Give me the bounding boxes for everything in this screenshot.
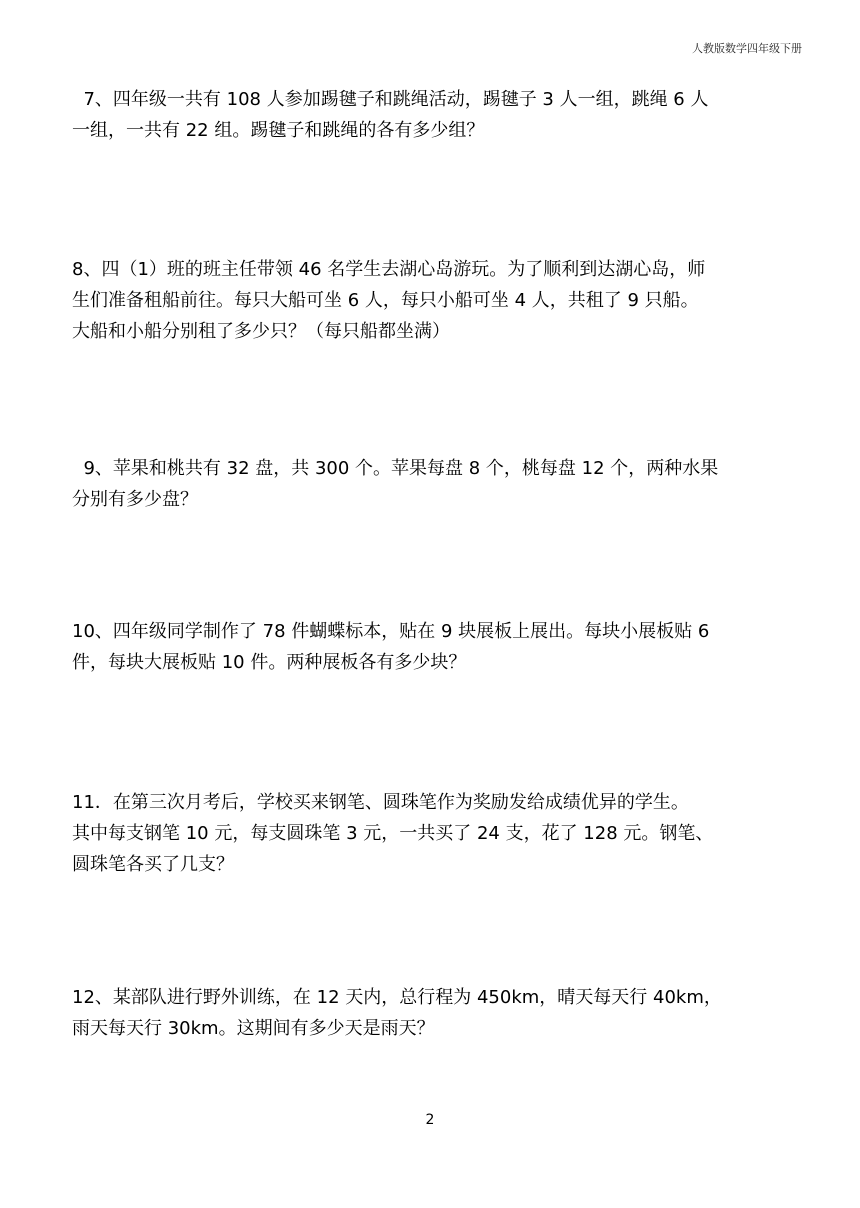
problem-line: 大船和小船分别租了多少只？（每只船都坐满）	[72, 321, 450, 342]
problem-line: 10、四年级同学制作了 78 件蝴蝶标本，贴在 9 块展板上展出。每块小展板贴 6	[72, 621, 710, 642]
problem-10	[72, 616, 788, 678]
problem-line: 12、某部队进行野外训练，在 12 天内，总行程为 450km，晴天每天行 40km，	[72, 987, 722, 1008]
problem-line: 分别有多少盘？	[72, 489, 198, 510]
problem-11	[72, 787, 788, 880]
problem-line: 其中每支钢笔 10 元，每支圆珠笔 3 元，一共买了 24 支，花了 128 元。钢笔、	[72, 823, 714, 844]
problem-line: 圆珠笔各买了几支？	[72, 854, 234, 875]
problem-line: 8、四（1）班的班主任带领 46 名学生去湖心岛游玩。为了顺利到达湖心岛，师	[72, 259, 706, 280]
problem-7	[72, 84, 788, 146]
problem-8	[72, 254, 788, 347]
problem-line: 件，每块大展板贴 10 件。两种展板各有多少块？	[72, 652, 467, 673]
problem-line: 7、四年级一共有 108 人参加踢毽子和跳绳活动，踢毽子 3 人一组，跳绳 6 人	[72, 89, 709, 110]
problem-9	[72, 453, 788, 515]
problem-line: 11．在第三次月考后，学校买来钢笔、圆珠笔作为奖励发给成绩优异的学生。	[72, 792, 689, 813]
page-header: 人教版数学四年级下册	[692, 42, 802, 55]
problem-line: 9、苹果和桃共有 32 盘，共 300 个。苹果每盘 8 个，桃每盘 12 个，两种水果	[72, 458, 719, 479]
problem-line: 一组，一共有 22 组。踢毽子和跳绳的各有多少组？	[72, 120, 485, 141]
problem-line: 雨天每天行 30km。这期间有多少天是雨天？	[72, 1018, 435, 1039]
problem-line: 生们准备租船前往。每只大船可坐 6 人，每只小船可坐 4 人，共租了 9 只船。	[72, 290, 699, 311]
page-number: 2	[425, 1112, 435, 1128]
problem-12	[72, 982, 788, 1044]
